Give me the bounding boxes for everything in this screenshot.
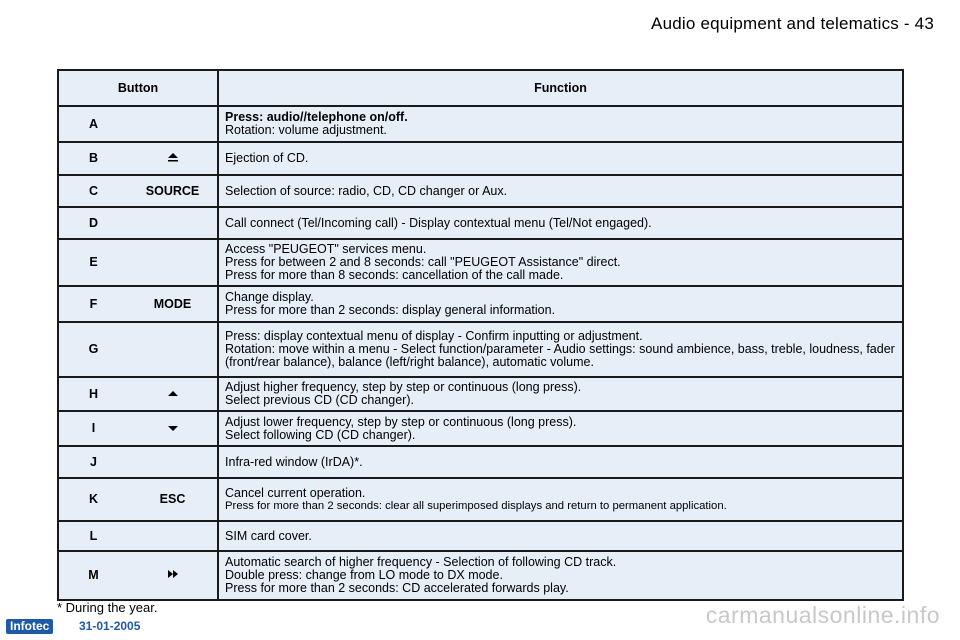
table-row — [58, 175, 903, 207]
function-description — [218, 478, 903, 521]
function-line: Call connect (Tel/Incoming call) - Display contextual menu (Tel/Not engaged). — [225, 215, 652, 230]
button-letter: L — [58, 521, 128, 551]
function-line: Rotation: volume adjustment. — [225, 123, 387, 137]
table-row — [58, 377, 903, 411]
button-symbol — [128, 377, 218, 411]
button-letter: C — [58, 175, 128, 207]
function-line: Double press: change from LO mode to DX mode. — [225, 568, 503, 582]
table-row — [58, 207, 903, 239]
function-description — [218, 286, 903, 322]
table-row — [58, 521, 903, 551]
function-line: Select following CD (CD changer). — [225, 427, 416, 442]
button-letter: A — [58, 106, 128, 142]
button-symbol — [128, 521, 218, 551]
function-line: Adjust higher frequency, step by step or continuous (long press). — [225, 380, 582, 394]
function-description — [218, 551, 903, 600]
function-description — [218, 207, 903, 239]
button-symbol: ESC — [128, 478, 218, 521]
table-row — [58, 106, 903, 142]
table-row — [58, 478, 903, 521]
function-description — [218, 377, 903, 411]
function-description — [218, 446, 903, 478]
footer-date: 31-01-2005 — [79, 619, 141, 633]
table-row — [58, 239, 903, 286]
function-line: Press: display contextual menu of display - Confirm inputting or adjustment. — [225, 329, 643, 343]
infotec-badge: Infotec — [6, 619, 53, 634]
button-symbol: SOURCE — [128, 175, 218, 207]
function-description — [218, 239, 903, 286]
button-symbol — [128, 446, 218, 478]
function-description — [218, 411, 903, 446]
function-line: Change display. — [225, 290, 314, 304]
function-line: Automatic search of higher frequency - Selection of following CD track. — [225, 555, 617, 569]
button-symbol — [128, 411, 218, 446]
button-symbol — [128, 106, 218, 142]
function-line: Adjust lower frequency, step by step or continuous (long press). — [225, 414, 577, 429]
button-symbol — [128, 551, 218, 600]
table-row — [58, 322, 903, 377]
page-header-title: Audio equipment and telematics - 43 — [651, 14, 934, 33]
table-row — [58, 446, 903, 478]
function-line: Press for more than 2 seconds: display general information. — [225, 303, 556, 317]
function-line: Selection of source: radio, CD, CD changer or Aux. — [225, 183, 508, 198]
button-symbol: MODE — [128, 286, 218, 322]
function-description — [218, 521, 903, 551]
button-symbol — [128, 207, 218, 239]
function-description — [218, 322, 903, 377]
column-header-button: Button — [58, 70, 218, 106]
button-letter: B — [58, 142, 128, 175]
function-line: Ejection of CD. — [225, 151, 309, 165]
function-line: Access "PEUGEOT" services menu. — [225, 242, 427, 256]
table-row — [58, 551, 903, 600]
function-line: Infra-red window (IrDA)*. — [225, 454, 363, 469]
table-row — [58, 411, 903, 446]
function-description — [218, 106, 903, 142]
table-row — [58, 286, 903, 322]
arrow-up-icon — [166, 388, 180, 401]
arrow-down-icon — [166, 422, 180, 435]
button-symbol — [128, 142, 218, 175]
button-letter: H — [58, 377, 128, 411]
table-row — [58, 142, 903, 175]
function-line: Cancel current operation. — [225, 485, 366, 500]
button-symbol — [128, 239, 218, 286]
button-letter: E — [58, 239, 128, 286]
button-letter: F — [58, 286, 128, 322]
button-letter: M — [58, 551, 128, 600]
function-line: Rotation: move within a menu - Select function/parameter - Audio settings: sound ambience, bass, treble, loudness, fader (front/rear balance), balance (left/right balance), automatic volume. — [225, 342, 895, 369]
function-line: Press for between 2 and 8 seconds: call "PEUGEOT Assistance" direct. — [225, 255, 621, 269]
watermark: carmanualsonline.info — [705, 602, 940, 628]
button-letter: D — [58, 207, 128, 239]
function-line: Select previous CD (CD changer). — [225, 393, 414, 407]
button-symbol — [128, 322, 218, 377]
function-description — [218, 175, 903, 207]
function-line: SIM card cover. — [225, 528, 312, 543]
function-line: Press for more than 2 seconds: clear all superimposed displays and return to permanent application. — [225, 499, 727, 512]
eject-icon — [165, 152, 181, 165]
function-line: Press: audio//telephone on/off. — [225, 110, 408, 124]
button-function-table — [57, 69, 904, 601]
button-letter: G — [58, 322, 128, 377]
function-line: Press for more than 8 seconds: cancellation of the call made. — [225, 268, 564, 282]
button-letter: K — [58, 478, 128, 521]
fast-forward-icon — [166, 569, 180, 582]
table-header-row — [58, 70, 903, 106]
button-letter: J — [58, 446, 128, 478]
function-line: Press for more than 2 seconds: CD accelerated forwards play. — [225, 581, 569, 595]
function-description — [218, 142, 903, 175]
footnote: * During the year. — [57, 600, 158, 615]
column-header-function: Function — [218, 70, 903, 106]
button-letter: I — [58, 411, 128, 446]
